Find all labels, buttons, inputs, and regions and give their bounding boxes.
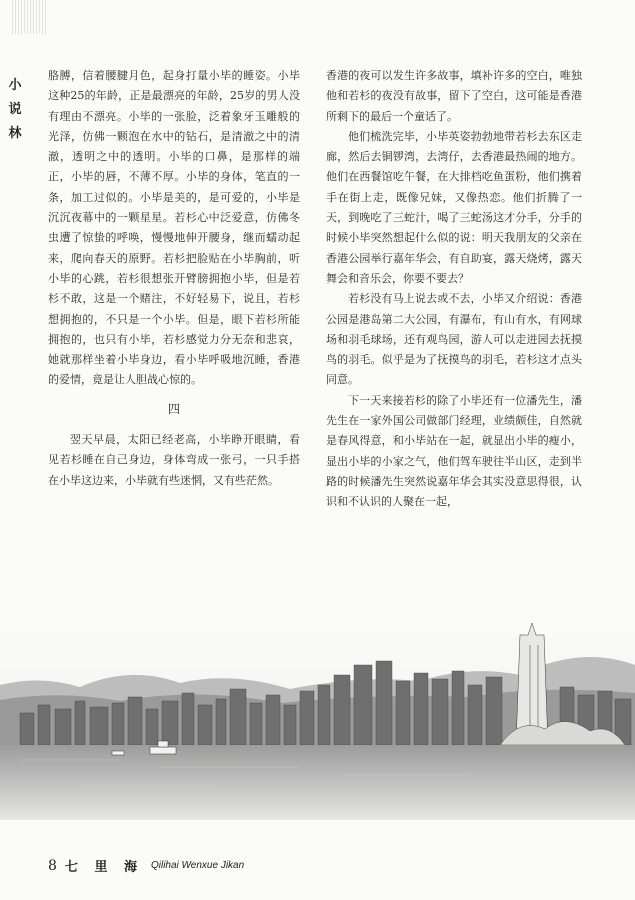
section-label-char: 小 xyxy=(8,78,22,93)
hong-kong-skyline-illustration xyxy=(0,605,635,820)
paragraph: 香港的夜可以发生许多故事，填补许多的空白，唯独他和若杉的夜没有故事，留下了空白，这可能是香港所剩下的最后一个童话了。 xyxy=(326,69,582,123)
left-column xyxy=(48,66,300,391)
page-number: 8 xyxy=(48,857,57,874)
chapter-heading: 四 xyxy=(167,402,180,416)
corner-decoration xyxy=(12,0,46,34)
section-label xyxy=(4,74,26,146)
left-column-continued xyxy=(48,430,300,491)
section-label-char: 林 xyxy=(8,126,22,141)
paragraph: 若杉没有马上说去或不去，小毕又介绍说：香港公园是港岛第二大公园，有瀑布，有山有水，有网球场和羽毛球场，还有观鸟园，游人可以走进园去抚摸鸟的羽毛。似乎是为了抚摸鸟的羽毛，若杉这才点头同意。 xyxy=(326,292,582,387)
paragraph: 翌天早晨，太阳已经老高，小毕睁开眼睛，看见若杉睡在自己身边，身体弯成一张弓，一只手搭在小毕这边来，小毕就有些迷惘，又有些茫然。 xyxy=(48,433,300,487)
right-column xyxy=(326,66,582,513)
magazine-title-en: Qilihai Wenxue Jikan xyxy=(150,860,245,871)
section-label-char: 说 xyxy=(8,102,22,117)
page-footer xyxy=(48,856,244,875)
paragraph: 胳膊，信着腰腱月色，起身打量小毕的睡姿。小毕这种25的年龄，正是最漂亮的年龄，25岁的男人没有理由不漂亮。小毕的一张脸，泛着象牙玉雕般的光泽，仿佛一颗泡在水中的钻石，是清澈之中的清澈，透明之中的透明。小毕的口鼻，是那样的端正，小毕的唇，不薄不厚。小毕的身体，笔直的一条，加工过似的。小毕是美的，是可爱的，小毕是沉沉夜幕中的一颗星星。若杉心中泛爱意，仿佛冬虫遭了惊蛰的呼唤，慢慢地伸开腰身，继而蠕动起来，爬向春天的原野。若杉把脸贴在小毕胸前，听小毕的心跳，若杉很想张开臂膀拥抱小毕，但是若杉不敢，这是一个赌注，不好轻易下，说且，若杉想拥抱的，不只是一个小毕。但是，眼下若杉所能拥抱的，也只有小毕，若杉感觉力分无奈和悲哀，她就那样坐着小毕身边，看小毕呼吸地沉睡，香港的爱情，竟是让人胆战心惊的。 xyxy=(48,69,300,387)
paragraph: 他们梳洗完毕，小毕英姿勃勃地带若杉去东区走廊，然后去铜锣湾，去湾仔，去香港最热闹的地方。他们在西餐馆吃午餐，在大排档吃鱼蛋粉，他们携着手在街上走，既像兄妹，又像热恋。他们折腾了一天，到晚吃了三蛇汁，喝了三蛇汤这才分手，分手的时候小毕突然想起什么似的说：明天我朋友的父亲在香港公园举行嘉年华会，有自助宴，露天烧烤，露天舞会和音乐会，你要不要去？ xyxy=(326,129,582,285)
paragraph: 下一天来接若杉的除了小毕还有一位潘先生，潘先生在一家外国公司做部门经理，业绩颇佳，自然就是春风得意，和小毕站在一起，就显出小毕的瘦小，显出小毕的小家之气，他们驾车驶往半山区，走到半路的时候潘先生突然说嘉年华会其实没意思得很，认识和不认识的人聚在一起， xyxy=(326,393,582,509)
magazine-title-cn: 七 里 海 xyxy=(64,860,143,875)
